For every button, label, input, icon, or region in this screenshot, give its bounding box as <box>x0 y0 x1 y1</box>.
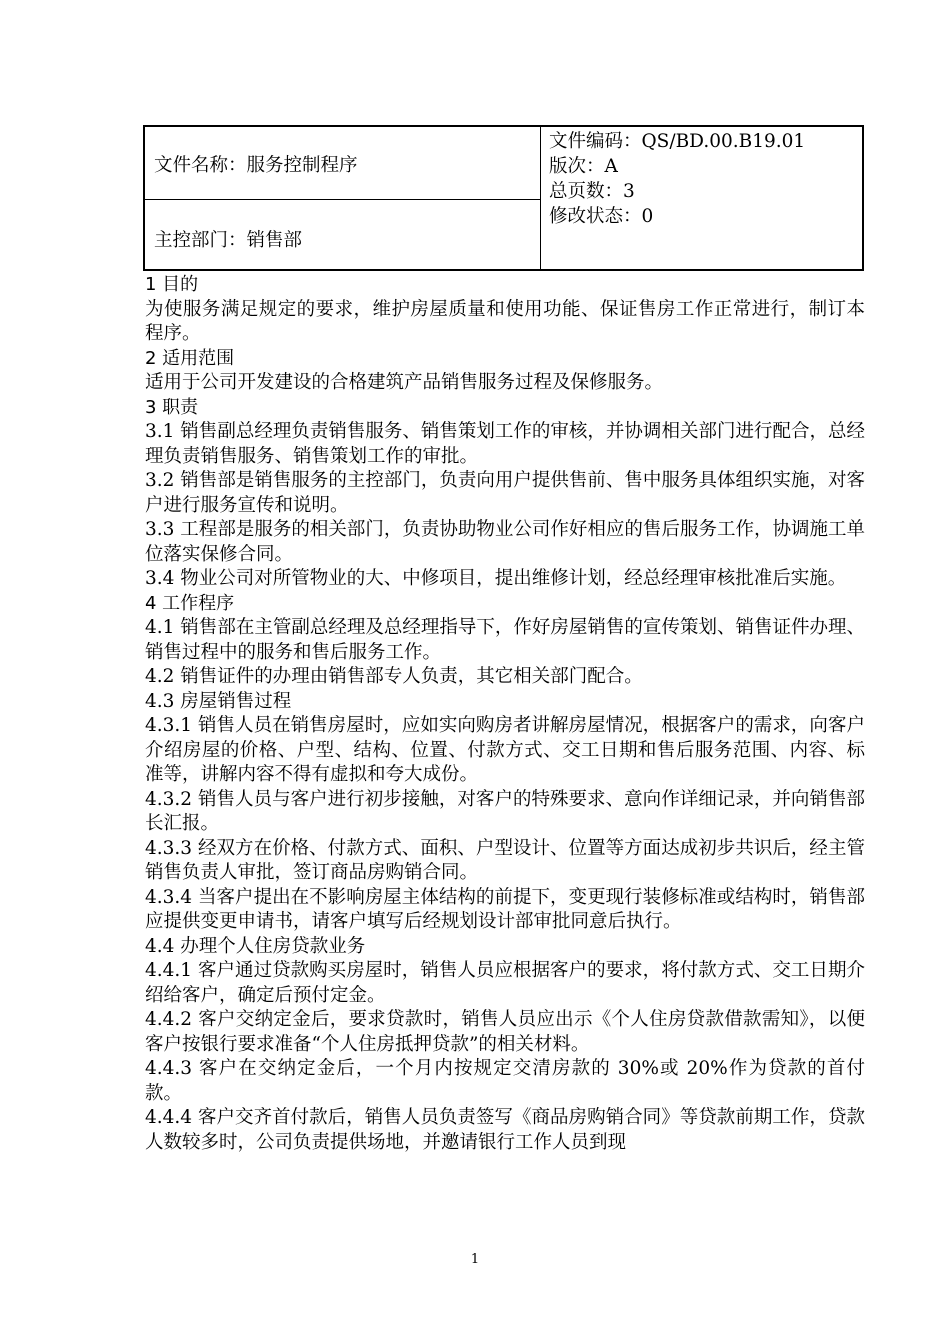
paragraph: 3.1 销售副总经理负责销售服务、销售策划工作的审核，并协调相关部门进行配合，总经理负责销售服务、销售策划工作的审批。 <box>145 421 865 467</box>
paragraph: 4.3.1 销售人员在销售房屋时，应如实向购房者讲解房屋情况，根据客户的需求，向客户介绍房屋的价格、户型、结构、位置、付款方式、交工日期和售后服务范围、内容、标准等，讲解内容不得有虚拟和夸大成份。 <box>145 715 865 785</box>
section-heading: 1 目的 <box>145 274 199 295</box>
paragraph: 4.3.2 销售人员与客户进行初步接触，对客户的特殊要求、意向作详细记录，并向销售部长汇报。 <box>145 788 865 834</box>
document-header-table <box>143 125 864 271</box>
paragraph: 4.3.4 当客户提出在不影响房屋主体结构的前提下，变更现行装修标准或结构时，销售部应提供变更申请书，请客户填写后经规划设计部审批同意后执行。 <box>145 886 865 932</box>
section-heading: 4 工作程序 <box>145 592 235 614</box>
document-body <box>145 273 865 1155</box>
file-name-cell <box>144 126 541 200</box>
paragraph: 适用于公司开发建设的合格建筑产品销售服务过程及保修服务。 <box>145 372 664 393</box>
paragraph: 4.2 销售证件的办理由销售部专人负责，其它相关部门配合。 <box>145 666 643 687</box>
department: 主控部门：销售部 <box>154 230 303 251</box>
paragraph: 4.3.3 经双方在价格、付款方式、面积、户型设计、位置等方面达成初步共识后，经主管销售负责人审批，签订商品房购销合同。 <box>145 837 865 883</box>
paragraph: 3.2 销售部是销售服务的主控部门，负责向用户提供售前、售中服务具体组织实施，对客户进行服务宣传和说明。 <box>145 470 865 516</box>
paragraph: 为使服务满足规定的要求，维护房屋质量和使用功能、保证售房工作正常进行，制订本程序。 <box>145 298 865 344</box>
total-pages: 总页数：3 <box>549 181 635 202</box>
paragraph: 4.4.1 客户通过贷款购买房屋时，销售人员应根据客户的要求，将付款方式、交工日期介绍给客户，确定后预付定金。 <box>145 960 865 1006</box>
paragraph: 4.4 办理个人住房贷款业务 <box>145 935 366 957</box>
paragraph: 4.4.4 客户交齐首付款后，销售人员负责签写《商品房购销合同》等贷款前期工作，贷款人数较多时，公司负责提供场地，并邀请银行工作人员到现 <box>145 1107 865 1153</box>
section-heading: 3 职责 <box>145 396 199 418</box>
page-number: 1 <box>470 1252 480 1267</box>
paragraph: 4.3 房屋销售过程 <box>145 690 292 712</box>
doc-number: 文件编码：QS/BD.00.B19.01 <box>549 131 806 152</box>
paragraph: 3.3 工程部是服务的相关部门，负责协助物业公司作好相应的售后服务工作，协调施工单位落实保修合同。 <box>145 519 865 565</box>
section-heading: 2 适用范围 <box>145 347 235 369</box>
revision-status: 修改状态：0 <box>549 206 654 227</box>
paragraph: 3.4 物业公司对所管物业的大、中修项目，提出维修计划，经总经理审核批准后实施。 <box>145 568 847 589</box>
paragraph: 4.4.2 客户交纳定金后，要求贷款时，销售人员应出示《个人住房贷款借款需知》，以便客户按银行要求准备“个人住房抵押贷款”的相关材料。 <box>145 1009 865 1055</box>
document-meta-cell <box>541 126 864 270</box>
version: 版次：A <box>549 156 618 177</box>
department-cell <box>144 200 541 271</box>
paragraph: 4.1 销售部在主管副总经理及总经理指导下，作好房屋销售的宣传策划、销售证件办理、销售过程中的服务和售后服务工作。 <box>145 617 865 663</box>
paragraph: 4.4.3 客户在交纳定金后，一个月内按规定交清房款的 30%或 20%作为贷款的首付款。 <box>145 1058 865 1104</box>
file-name: 文件名称：服务控制程序 <box>154 155 358 176</box>
